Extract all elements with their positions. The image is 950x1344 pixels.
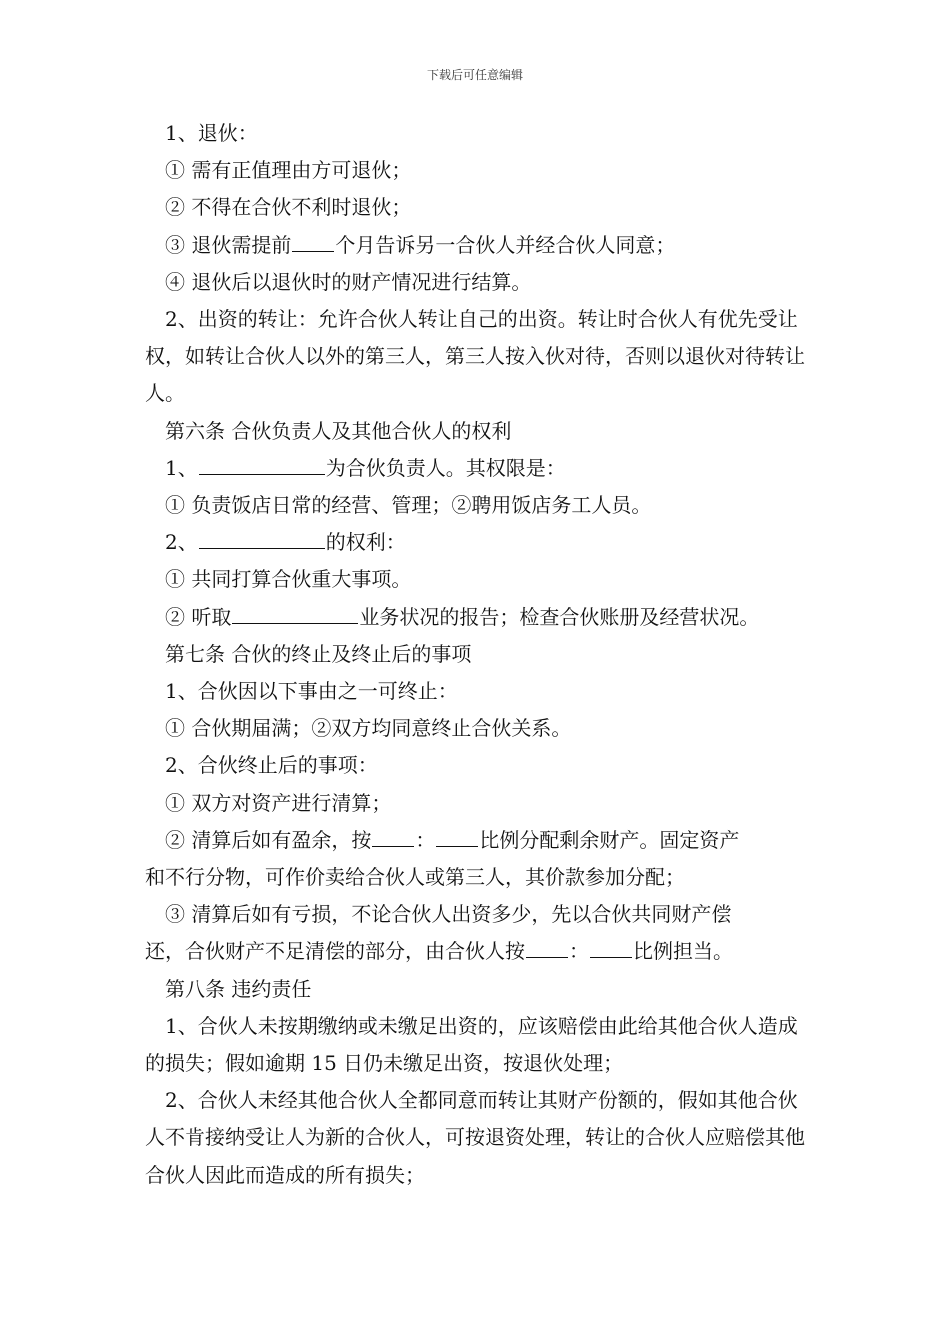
article-7-continuation: 和不行分物，可作价卖给合伙人或第三人，其价款参加分配； [145,865,685,890]
article-7-item-2: 2、合伙终止后的事项： [165,753,378,778]
transfer-paragraph: 2、出资的转让：允许合伙人转让自己的出资。转让时合伙人有优先受让权，如转让合伙人以外的第三人，第三人按入伙对待，否则以退伙对待转让人。 [145,307,805,406]
article-6-item-1 [145,450,815,487]
withdrawal-item-1: ① 需有正值理由方可退伙； [165,158,412,183]
text-segment: 1、 [165,455,198,480]
text-segment: ② 听取 [165,604,232,629]
article-8-item-2: 2、合伙人未经其他合伙人全都同意而转让其财产份额的，假如其他合伙人不肯接纳受让人为新的合伙人，可按退资处理，转让的合伙人应赔偿其他合伙人因此而造成的所有损失； [145,1088,805,1187]
text-segment: ③ 退伙需提前 [165,232,292,257]
article-7-subitem: ① 合伙期届满；②双方均同意终止合伙关系。 [165,716,572,741]
text-segment: 2、 [165,530,198,555]
text-segment: ： [569,939,589,964]
article-6-subitem: ① 共同打算合伙重大事项。 [165,567,412,592]
text-segment: 的权利： [325,530,406,555]
withdrawal-item-2: ② 不得在合伙不利时退伙； [165,195,412,220]
article-6-heading: 第六条 合伙负责人及其他合伙人的权利 [165,418,512,443]
text-segment: 比例分配剩余财产。固定资产 [479,827,740,852]
withdrawal-item-4: ④ 退伙后以退伙时的财产情况进行结算。 [165,269,532,294]
article-7-continuation [145,933,815,970]
text-segment: 还，合伙财产不足清偿的部分，由合伙人按 [145,939,525,964]
withdrawal-item-3 [145,227,815,264]
blank-field[interactable] [232,605,358,624]
article-6-subitem [145,599,815,636]
article-6-item-2 [145,524,815,561]
blank-field[interactable] [292,233,334,252]
article-7-item-1: 1、合伙因以下事由之一可终止： [165,679,458,704]
blank-field[interactable] [436,828,478,847]
text-segment: ： [415,827,436,852]
text-segment: ② 清算后如有盈余，按 [165,827,372,852]
blank-field[interactable] [199,530,325,549]
text-segment: 业务状况的报告；检查合伙账册及经营状况。 [359,604,760,629]
blank-field[interactable] [590,939,632,958]
article-8-heading: 第八条 违约责任 [165,976,312,1001]
blank-field[interactable] [372,828,414,847]
text-segment: 个月告诉另一合伙人并经合伙人同意； [335,232,676,257]
blank-field[interactable] [526,939,568,958]
article-7-subitem: ③ 清算后如有亏损，不论合伙人出资多少，先以合伙共同财产偿 [165,902,732,927]
text-segment: 为合伙负责人。其权限是： [325,455,566,480]
document-body [145,115,815,1194]
text-segment: 比例担当。 [633,939,733,964]
article-7-subitem [145,822,815,859]
clause-withdrawal-title: 1、退伙： [165,121,258,145]
article-7-heading: 第七条 合伙的终止及终止后的事项 [165,641,472,666]
article-7-subitem: ① 双方对资产进行清算； [165,790,392,815]
blank-field[interactable] [199,456,325,475]
page-header: 下载后可任意编辑 [426,68,523,82]
article-8-item-1: 1、合伙人未按期缴纳或未缴足出资的，应该赔偿由此给其他合伙人造成的损失；假如逾期 15 日仍未缴足出资，按退伙处理； [145,1013,798,1076]
article-6-subitem: ① 负责饭店日常的经营、管理；②聘用饭店务工人员。 [165,493,652,518]
